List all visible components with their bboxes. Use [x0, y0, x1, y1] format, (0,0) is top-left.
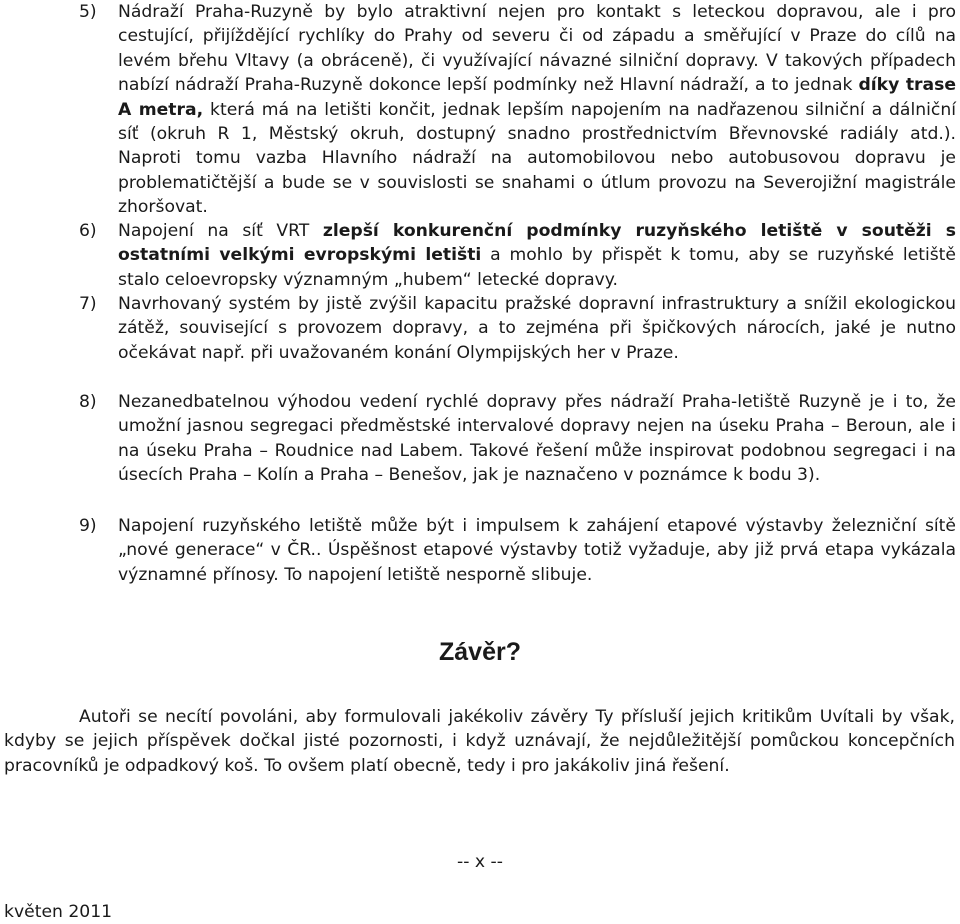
footer-date: květen 2011: [4, 902, 113, 922]
text-run: Nezanedbatelnou výhodou vedení rychlé dopravy přes nádraží Praha-letiště Ruzyně je i to, že umožní jasnou segregaci předměstské intervalové dopravy nejen na úseku Praha – Beroun, ale i na úseku Praha – Roudnice nad Labem. Takové řešení může inspirovat podobnou segregaci i na úsecích Praha – Kolín a Praha – Benešov, jak je naznačeno v poznámce k bodu 3).: [118, 392, 956, 486]
conclusion-paragraph: Autoři se necítí povoláni, aby formulovali jakékoliv závěry Ty přísluší jejich kritikům Uvítali by však, kdyby se jejich příspěvek dočkal jisté pozornosti, i když uznávají, že nejdůležitější pomůckou koncepčních pracovníků je odpadkový koš. To ovšem platí obecně, tedy i pro jakákoliv jiná řešení.: [4, 707, 955, 776]
bold-text-run: díky trase A metra,: [118, 75, 956, 120]
text-run: a mohlo by přispět k tomu, aby se ruzyňské letiště stalo celoevropsky významným „hubem“ letecké dopravy.: [118, 245, 956, 290]
bold-text-run: zlepší konkurenční podmínky ruzyňského letiště v soutěži s ostatními velkými evropskými letišti: [118, 221, 956, 266]
list-item-text: [118, 514, 956, 587]
text-run: která má na letišti končit, jednak lepším napojením na nadřazenou silniční a dálniční síť (okruh R 1, Městský okruh, dostupný snadno prostřednictvím Břevnovské radiály atd.). Naproti tomu vazba Hlavního nádraží na automobilovou nebo autobusovou dopravu je problematičtější a bude se v souvislosti se snahami o útlum provozu na Severojižní magistrále zhoršovat.: [118, 99, 957, 218]
list-item-number: 9): [79, 516, 97, 536]
list-item-text: [118, 292, 956, 365]
text-run: Napojení ruzyňského letiště může být i impulsem k zahájení etapové výstavby železniční sítě „nové generace“ v ČR.. Úspěšnost etapové výstavby totiž vyžaduje, aby již prvá etapa vykázala významné přínosy. To napojení letiště nesporně slibuje.: [118, 516, 956, 585]
end-mark: -- x --: [457, 852, 503, 872]
text-run: Navrhovaný systém by jistě zvýšil kapacitu pražské dopravní infrastruktury a snížil ekologickou zátěž, související s provozem dopravy, a to zejména při špičkových nárocích, jaké je nutno očekávat např. při uvažovaném konání Olympijských her v Praze.: [118, 294, 956, 363]
list-item-text: [118, 219, 956, 292]
list-item-number: 8): [79, 392, 97, 412]
list-item-number: 6): [79, 221, 97, 241]
text-run: Nádraží Praha-Ruzyně by bylo atraktivní nejen pro kontakt s leteckou dopravou, ale i pro cestující, přijíždějící rychlíky do Prahy od severu či od západu a směřující v Praze do cílů na levém břehu Vltavy (a obráceně), či využívající návazné silniční dopravy. V takových případech nabízí nádraží Praha-Ruzyně dokonce lepší podmínky než Hlavní nádraží, a to jednak: [118, 2, 956, 96]
list-item-number: 5): [79, 2, 97, 22]
text-run: Napojení na síť VRT: [118, 221, 323, 241]
list-item-number: 7): [79, 294, 97, 314]
section-heading: Závěr?: [439, 638, 521, 666]
list-item-text: [118, 390, 956, 488]
list-item-text: [118, 0, 956, 220]
